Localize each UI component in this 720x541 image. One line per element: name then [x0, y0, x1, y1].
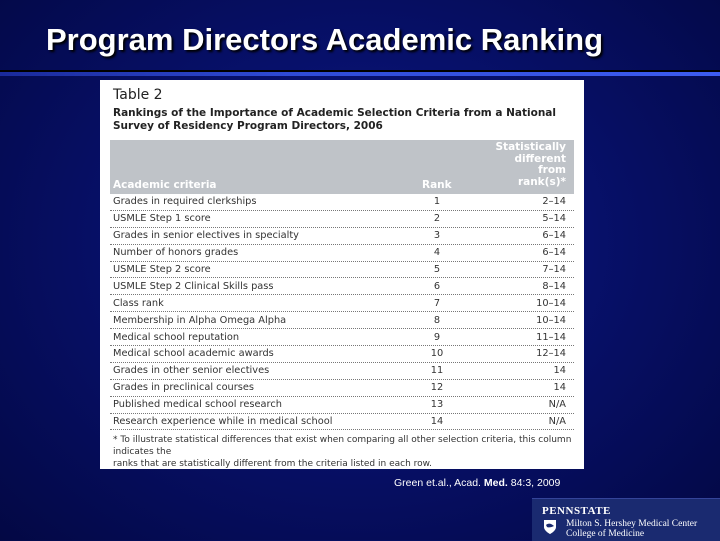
cell-criteria: Published medical school research [113, 399, 282, 411]
cell-criteria: USMLE Step 2 Clinical Skills pass [113, 280, 274, 292]
table-row [110, 194, 574, 211]
table-caption-line: Rankings of the Importance of Academic Selection Criteria from a National [113, 107, 556, 119]
header-statistically-different [476, 142, 566, 188]
nittany-shield-icon [542, 519, 558, 535]
cell-rank: 11 [430, 365, 444, 377]
cell-criteria: Number of honors grades [113, 247, 239, 259]
table-image [100, 80, 584, 469]
slide-title: Program Directors Academic Ranking [46, 22, 604, 57]
cell-stat: 6–14 [542, 247, 566, 259]
cell-rank: 1 [433, 196, 441, 208]
cell-criteria: Grades in required clerkships [113, 196, 257, 208]
citation [394, 477, 560, 489]
cell-criteria: USMLE Step 2 score [113, 264, 211, 275]
table-row [110, 228, 574, 245]
table-label: Table 2 [113, 87, 163, 103]
table-row [110, 346, 574, 363]
logo-line-hershey: Milton S. Hershey Medical Center [566, 519, 698, 529]
cell-rank: 12 [430, 382, 444, 394]
cell-rank: 4 [433, 247, 441, 259]
cell-stat: 2–14 [542, 196, 566, 208]
cell-rank: 6 [433, 280, 441, 292]
cell-rank: 13 [430, 399, 444, 411]
table-row [110, 363, 574, 380]
header-rank: Rank [422, 179, 452, 191]
title-rule [0, 72, 720, 76]
cell-rank: 9 [433, 331, 441, 343]
table-footnote [113, 434, 574, 470]
table-row [110, 380, 574, 397]
cell-criteria: Grades in preclinical courses [113, 382, 255, 394]
cell-criteria: Grades in senior electives in specialty [113, 230, 299, 242]
cell-criteria: Grades in other senior electives [113, 365, 270, 377]
cell-stat: 8–14 [542, 280, 566, 292]
cell-criteria: Membership in Alpha Omega Alpha [113, 314, 287, 326]
table-row [110, 312, 574, 329]
header-stat-line: different [514, 152, 566, 165]
table-row [110, 245, 574, 262]
cell-rank: 10 [430, 348, 444, 360]
cell-stat: 10–14 [536, 314, 566, 326]
table-caption [113, 107, 574, 133]
cell-criteria: Class rank [113, 297, 164, 309]
header-stat-line: rank(s)* [517, 175, 566, 188]
table-row [110, 414, 574, 431]
footnote-line: ranks that are statistically different from the criteria listed in each row. [113, 459, 433, 470]
logo-line-college: College of Medicine [566, 529, 645, 539]
table-header [110, 140, 574, 194]
cell-criteria: Medical school academic awards [113, 348, 274, 360]
cell-stat: 14 [553, 365, 566, 377]
cell-stat: 6–14 [542, 230, 566, 242]
table-row [110, 211, 574, 228]
header-stat-line: from [538, 164, 566, 176]
cell-stat: 10–14 [536, 297, 566, 309]
table-row [110, 278, 574, 295]
cell-stat: 14 [553, 382, 566, 394]
cell-stat: 7–14 [542, 264, 566, 275]
table-body [110, 194, 574, 430]
header-academic-criteria: Academic criteria [113, 179, 217, 191]
pennstate-logo [532, 498, 720, 541]
table-row [110, 295, 574, 312]
cell-criteria: USMLE Step 1 score [113, 213, 211, 225]
table-row [110, 262, 574, 279]
cell-rank: 8 [433, 314, 441, 326]
footnote-line: * To illustrate statistical differences that exist when comparing all other selection criteria, this column indicates the [113, 435, 572, 458]
cell-criteria: Research experience while in medical school [113, 416, 333, 428]
cell-rank: 2 [433, 213, 441, 225]
cell-rank: 14 [430, 416, 444, 428]
cell-stat: 12–14 [536, 348, 566, 360]
table-row [110, 397, 574, 414]
cell-stat: 11–14 [536, 331, 566, 343]
logo-wordmark: PENNSTATE [542, 505, 611, 517]
table-caption-line: Survey of Residency Program Directors, 2006 [113, 120, 383, 132]
cell-stat: 5–14 [542, 213, 566, 225]
cell-stat: N/A [548, 416, 566, 428]
cell-criteria: Medical school reputation [113, 331, 240, 343]
cell-rank: 3 [433, 230, 441, 242]
cell-rank: 7 [433, 297, 441, 309]
cell-rank: 5 [433, 264, 441, 275]
cell-stat: N/A [548, 399, 566, 411]
citation-suffix: 84:3, 2009 [507, 477, 561, 489]
citation-prefix: Green et.al., Acad. [394, 477, 484, 489]
citation-bold: Med. [483, 477, 508, 489]
table-row [110, 329, 574, 346]
header-stat-line: Statistically [495, 141, 566, 153]
